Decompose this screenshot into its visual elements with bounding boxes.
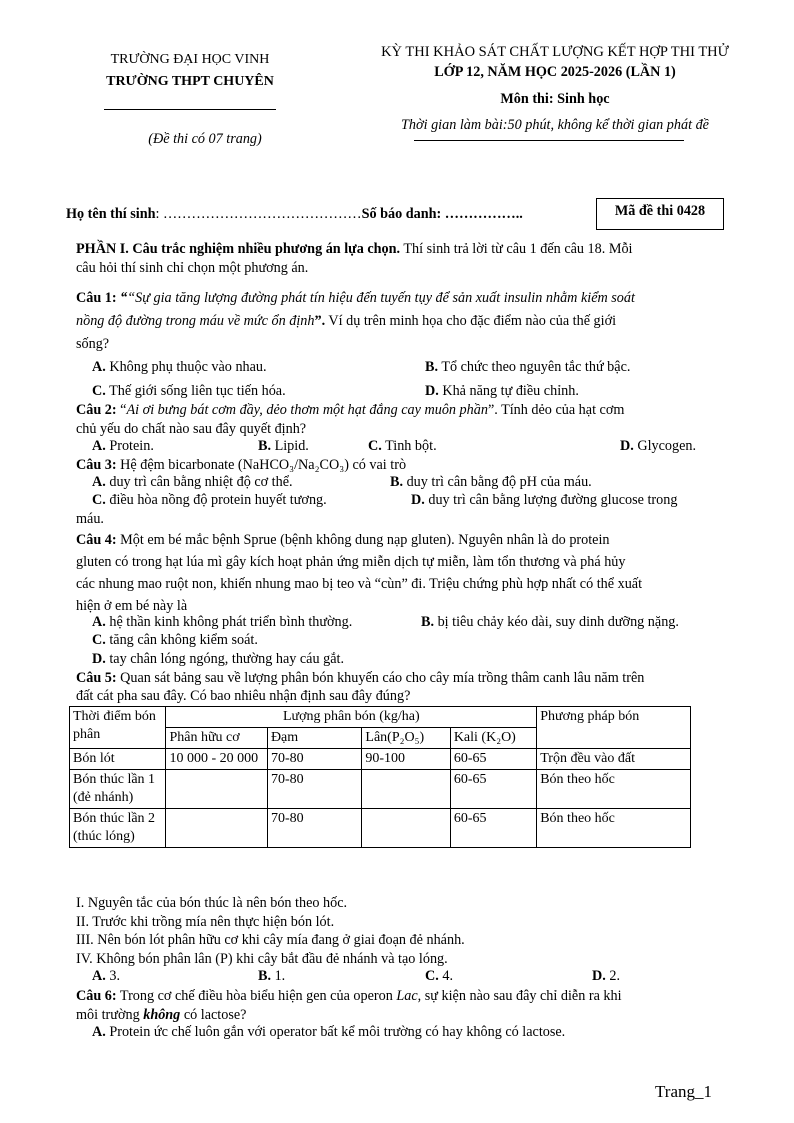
q6-option-a[interactable]: A. Protein ức chế luôn gắn với operator bất kể môi trường có hay không có lactose. [92, 1024, 566, 1040]
q4-option-a[interactable]: A. hệ thần kinh không phát triển bình thường. [92, 614, 353, 630]
q4-option-d[interactable]: D. tay chân lóng ngóng, thường hay cáu gắt. [92, 651, 344, 667]
q5-option-a[interactable]: A. 3. [92, 968, 120, 984]
exam-title: KỲ THI KHẢO SÁT CHẤT LƯỢNG KẾT HỢP THI THỬ [381, 44, 729, 60]
part1-desc: Thí sinh trả lời từ câu 1 đến câu 18. Mỗi [400, 241, 633, 257]
q3-option-d-continued: máu. [76, 511, 104, 527]
q5-option-c[interactable]: C. 4. [425, 968, 453, 984]
exam-code: Mã đề thi 0428 [614, 203, 706, 219]
q6-lac: Lac [396, 988, 418, 1004]
school-name: TRƯỜNG THPT CHUYÊN [106, 74, 274, 89]
part1-heading [76, 240, 720, 259]
table-cell: 60-65 [450, 770, 536, 809]
q2-option-d[interactable]: D. Glycogen. [620, 438, 697, 454]
q5-statement-1: I. Nguyên tắc của bón thúc là nên bón theo hốc. [76, 895, 348, 911]
candidate-name-label: Họ tên thí sinh [66, 206, 156, 222]
part1-desc-line2: câu hỏi thí sinh chỉ chọn một phương án. [76, 260, 309, 276]
q4-option-b[interactable]: B. bị tiêu chảy kéo dài, suy dinh dưỡng nặng. [421, 614, 679, 630]
table-subheader-potassium: Kali (K₂O) [450, 728, 536, 749]
table-cell: 10 000 - 20 000 [166, 749, 267, 770]
question-3 [76, 456, 720, 475]
table-subheader-organic: Phân hữu cơ [166, 728, 267, 749]
q5-label: Câu 5: [76, 670, 117, 686]
header-left-divider [104, 109, 276, 110]
header-right-divider [414, 140, 684, 141]
university-name: TRƯỜNG ĐẠI HỌC VINH [110, 52, 270, 67]
table-header-time: Thời điểm bón phân [70, 707, 166, 749]
q1-label: Câu 1: [76, 290, 117, 306]
q4-label: Câu 4: [76, 532, 117, 548]
question-2: Câu 2: “Ai ơi bưng bát cơm đầy, dẻo thơm một hạt đắng cay muôn phần”. Tính dẻo của hạt cơm chủ yếu do chất nào sau đây quyết định? [76, 402, 625, 437]
table-cell [362, 770, 450, 809]
candidate-name-field: : …………………………………… [155, 206, 362, 222]
exam-time: Thời gian làm bài:50 phút, không kể thời gian phát đề [401, 117, 709, 133]
q1-quote-line1: ““Sự gia tăng lượng đường phát tín hiệu đến tuyến tụy để sản xuất insulin nhằm kiểm soát [120, 290, 635, 306]
fertilizer-table [69, 706, 691, 848]
candidate-id-label: Số báo danh: …………….. [361, 206, 523, 222]
q2-option-c[interactable]: C. Tinh bột. [368, 438, 437, 454]
q2-option-b[interactable]: B. Lipid. [258, 438, 309, 454]
question-1 [76, 287, 720, 356]
table-cell [166, 770, 267, 809]
table-cell: 70-80 [267, 749, 361, 770]
q1-quote-close: ”. [314, 313, 326, 329]
exam-grade-year: LỚP 12, NĂM HỌC 2025-2026 (LẦN 1) [434, 64, 676, 80]
q2-option-a[interactable]: A. Protein. [92, 438, 154, 454]
table-cell: 60-65 [450, 809, 536, 848]
table-row [70, 770, 691, 809]
table-cell: Trộn đều vào đất [537, 749, 691, 770]
question-5: Câu 5: Quan sát bảng sau về lượng phân bón khuyến cáo cho cây mía trồng thâm canh lâu năm trên đất cát pha sau đây. Có bao nhiêu nhận định sau đây đúng? [76, 670, 645, 704]
q1-option-b[interactable]: B. Tổ chức theo nguyên tắc thứ bậc. [425, 359, 631, 375]
table-cell [362, 809, 450, 848]
q1-option-d[interactable]: D. Khả năng tự điều chỉnh. [425, 383, 579, 399]
q6-label: Câu 6: [76, 988, 117, 1004]
q5-statement-4: IV. Không bón phân lân (P) khi cây bắt đầu đẻ nhánh và tạo lóng. [76, 950, 448, 967]
table-cell: Bón theo hốc [537, 809, 691, 848]
q1-option-c[interactable]: C. Thế giới sống liên tục tiến hóa. [92, 383, 286, 399]
question-6: Câu 6: Trong cơ chế điều hòa biểu hiện gen của operon Lac, sự kiện nào sau đây chỉ diễn ra khi môi trường không có lactose? [76, 988, 622, 1023]
table-row [70, 809, 691, 848]
q5-statement-3: III. Nên bón lót phân hữu cơ khi cây mía đang ở giai đoạn đẻ nhánh. [76, 932, 465, 948]
table-cell: Bón thúc lần 1 (đẻ nhánh) [70, 770, 166, 809]
q1-option-a[interactable]: A. Không phụ thuộc vào nhau. [92, 359, 267, 375]
table-cell: 60-65 [450, 749, 536, 770]
table-cell: Bón thúc lần 2 (thúc lóng) [70, 809, 166, 848]
exam-subject: Môn thi: Sinh học [500, 91, 610, 107]
q3-option-b[interactable]: B. duy trì cân bằng độ pH của máu. [390, 474, 592, 490]
q3-label: Câu 3: [76, 457, 117, 473]
q1-stem-end: sống? [76, 336, 110, 352]
table-cell: 70-80 [267, 770, 361, 809]
q1-stem-rest: Ví dụ trên minh họa cho đặc điểm nào của thế giới [325, 313, 617, 329]
q2-label: Câu 2: [76, 402, 117, 418]
table-header-method: Phương pháp bón [537, 707, 691, 749]
candidate-info-line [66, 206, 523, 223]
table-subheader-phosphorus: Lân(P₂O₅) [362, 728, 450, 749]
page-number: Trang_1 [655, 1082, 712, 1101]
q1-quote-line2: nồng độ đường trong máu về mức ổn định [76, 313, 315, 329]
q3-option-c[interactable]: C. điều hòa nồng độ protein huyết tương. [92, 492, 327, 508]
q3-stem: Hệ đệm bicarbonate (NaHCO₃/Na₂CO₃) có vai trò [116, 457, 407, 473]
q3-option-d[interactable]: D. duy trì cân bằng lượng đường glucose trong [411, 492, 678, 508]
table-cell [166, 809, 267, 848]
q3-option-a[interactable]: A. duy trì cân bằng nhiệt độ cơ thể. [92, 474, 293, 490]
table-row [70, 749, 691, 770]
q2-stem-line2: chủ yếu do chất nào sau đây quyết định? [76, 421, 307, 437]
q5-statements [76, 894, 720, 968]
table-cell: Bón lót [70, 749, 166, 770]
table-cell: 90-100 [362, 749, 450, 770]
q6-khong: không [143, 1006, 181, 1023]
q5-statement-2: II. Trước khi trồng mía nên thực hiện bón lót. [76, 913, 335, 930]
question-4: Câu 4: Một em bé mắc bệnh Sprue (bệnh không dung nạp gluten). Nguyên nhân là do protein gluten có trong hạt lúa mì gây kích hoạt phản ứng miễn dịch tự miễn, làm tổn thương và phá hủy các nhung mao ruột non, khiến nhung mao bị teo và “cùn” đi. Triệu chứng phù hợp nhất có thể xuất hiện ở em bé này là [76, 532, 643, 614]
table-header-row [70, 707, 691, 728]
table-header-amount: Lượng phân bón (kg/ha) [166, 707, 537, 728]
q2-quote: Ai ơi bưng bát cơm đầy, dẻo thơm một hạt đắng cay muôn phần [126, 402, 488, 418]
table-subheader-nitrogen: Đạm [267, 728, 361, 749]
q5-option-d[interactable]: D. 2. [592, 968, 620, 984]
part1-title: PHẦN I. Câu trắc nghiệm nhiều phương án lựa chọn. [76, 241, 401, 257]
q4-option-c[interactable]: C. tăng cân không kiểm soát. [92, 632, 258, 648]
table-cell: Bón theo hốc [537, 770, 691, 809]
pages-note: (Đề thi có 07 trang) [148, 131, 262, 147]
table-cell: 70-80 [267, 809, 361, 848]
exam-code-box [596, 198, 724, 230]
q5-option-b[interactable]: B. 1. [258, 968, 286, 984]
